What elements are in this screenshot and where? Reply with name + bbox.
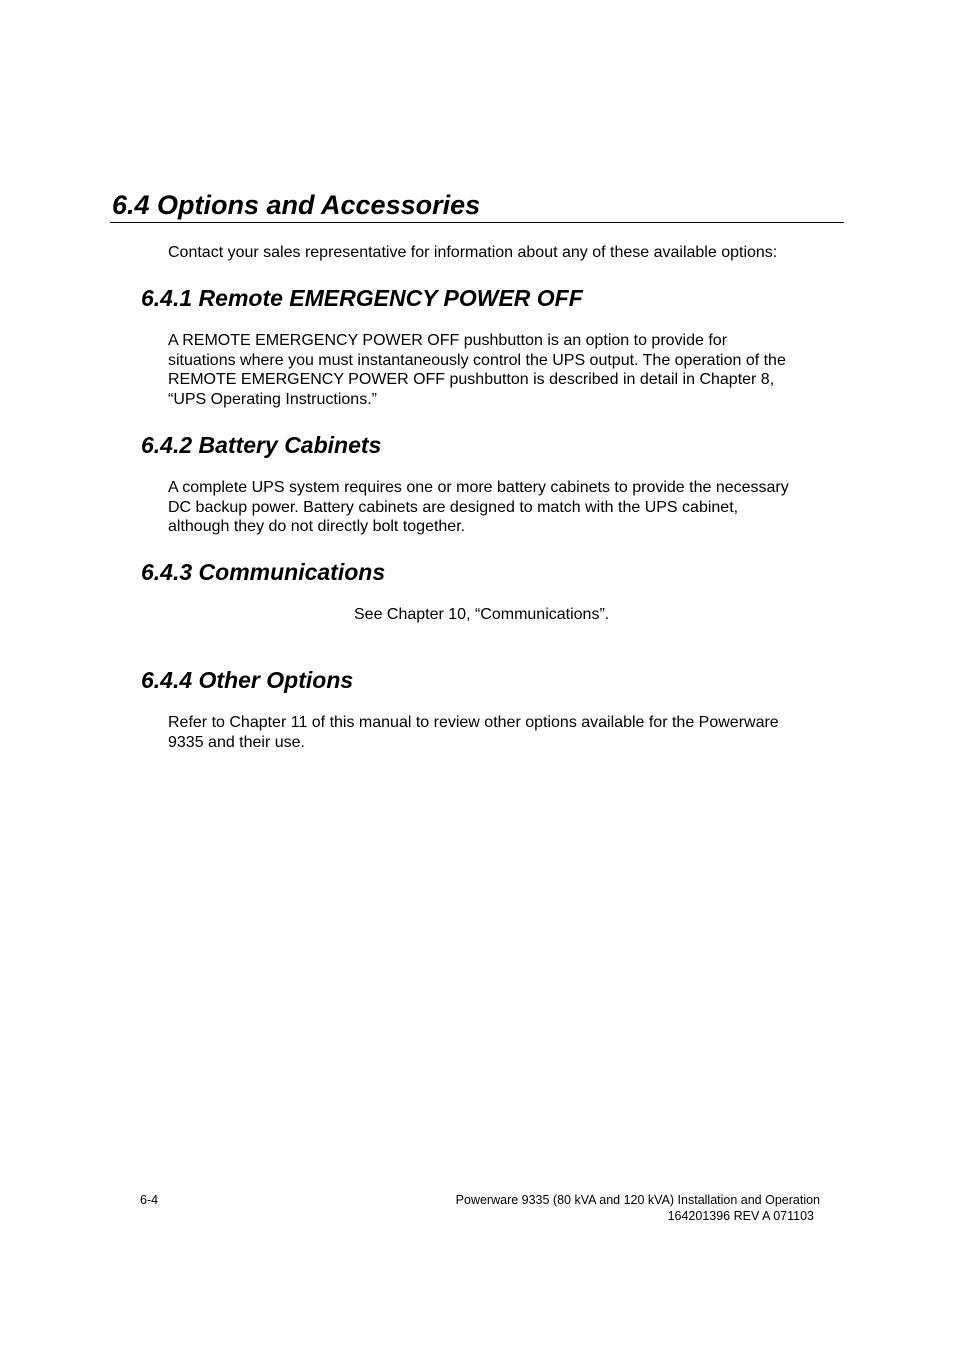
paragraph-line: 9335 and their use. — [168, 733, 305, 751]
paragraph-remote-epo — [168, 331, 844, 409]
subsection-heading-communications: 6.4.3 Communications — [141, 559, 386, 585]
footer-doc-title: Powerware 9335 (80 kVA and 120 kVA) Installation and Operation — [455, 1193, 820, 1207]
subsection-heading-other-options: 6.4.4 Other Options — [141, 667, 354, 693]
footer-doc-info — [455, 1192, 820, 1224]
paragraph-communications: See Chapter 10, “Communications”. — [354, 606, 610, 623]
section-intro — [168, 243, 844, 263]
paragraph-line: A complete UPS system requires one or more battery cabinets to provide the necessary — [168, 479, 789, 496]
paragraph-line: REMOTE EMERGENCY POWER OFF pushbutton is described in detail in Chapter 8, — [168, 371, 775, 389]
paragraph-line: situations where you must instantaneously control the UPS output. The operation of the — [168, 351, 786, 369]
section-heading: 6.4 Options and Accessories — [112, 190, 481, 220]
subsection-heading-battery-cabinets: 6.4.2 Battery Cabinets — [141, 432, 382, 458]
paragraph-line: Refer to Chapter 11 of this manual to review other options available for the Powerware — [168, 714, 779, 731]
paragraph-line: although they do not directly bolt together. — [168, 518, 466, 536]
paragraph-line: “UPS Operating Instructions.” — [168, 390, 377, 408]
paragraph-line: A REMOTE EMERGENCY POWER OFF pushbutton is an option to provide for — [168, 332, 728, 349]
footer-page-number: 6-4 — [140, 1193, 159, 1207]
intro-line: Contact your sales representative for information about any of these available options: — [168, 244, 778, 261]
paragraph-other-options — [168, 713, 844, 752]
footer-doc-revision: 164201396 REV A 071103 — [667, 1209, 814, 1223]
paragraph-battery-cabinets — [168, 478, 844, 537]
subsection-heading-remote-epo: 6.4.1 Remote EMERGENCY POWER OFF — [141, 285, 583, 311]
heading-rule — [110, 222, 844, 223]
paragraph-line: DC backup power. Battery cabinets are designed to match with the UPS cabinet, — [168, 498, 739, 516]
